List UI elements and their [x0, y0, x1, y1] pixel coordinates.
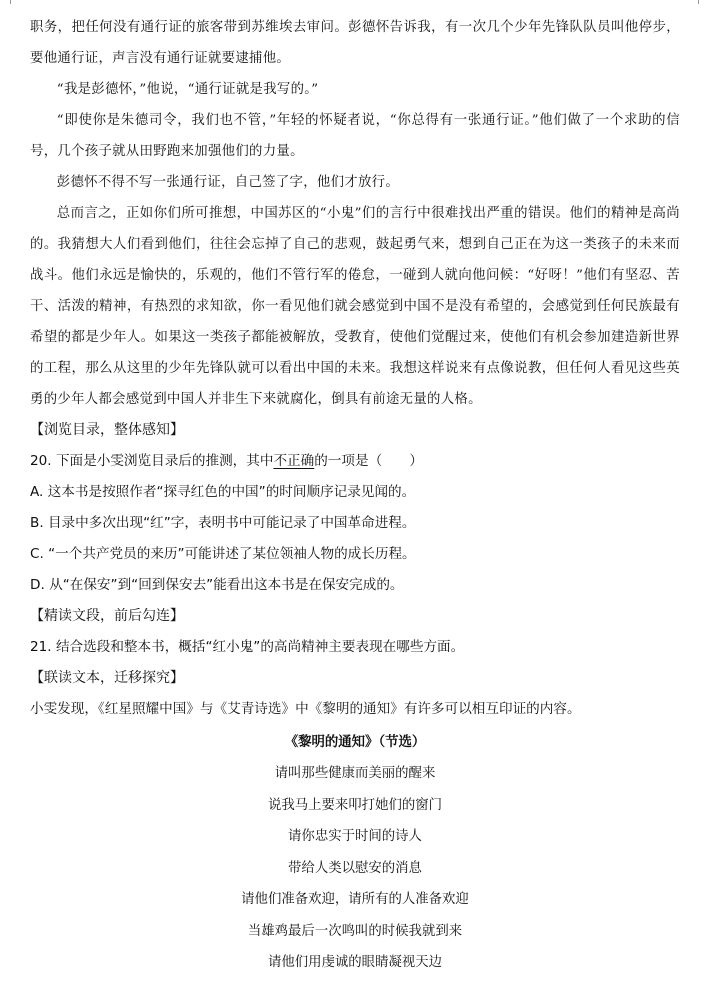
document-page — [30, 12, 680, 979]
passage-paragraph-1: 职务，把任何没有通行证的旅客带到苏维埃去审问。彭德怀告诉我，有一次几个少年先锋队队员叫他停步，要他通行证，声言没有通行证就要逮捕他。 — [30, 20, 680, 66]
poem-line-4: 带给人类以慰安的消息 — [288, 860, 422, 876]
passage-paragraph-5: 总而言之，正如你们所可推想，中国苏区的“小鬼”们的言行中很难找出严重的错误。他们的精神是高尚的。我猜想大人们看到他们，往往会忘掉了自己的悲观，鼓起勇气来，想到自己正在为这一类孩子的未来而战斗。他们永远是愉快的，乐观的，他们不管行军的倦怠，一碰到人就向他问候：“好呀！”他们有坚忍、苦干、活泼的精神，有热烈的求知欲，你一看见他们就会感觉到中国不是没有希望的，会感觉到任何民族最有希望的都是少年人。如果这一类孩子都能被解放，受教育，使他们觉醒过来，使他们有机会参加建造新世界的工程，那么从这里的少年先锋队就可以看出中国的未来。我想这样说来有点像说教，但任何人看见这些英勇的少年人都会感觉到中国人并非生下来就腐化，倒具有前途无量的人格。 — [30, 206, 680, 407]
question-20-text-before: 20. 下面是小雯浏览目录后的推测，其中 — [30, 453, 274, 469]
comparative-intro: 小雯发现，《红星照耀中国》与《艾青诗选》中《黎明的通知》有许多可以相互印证的内容。 — [30, 701, 581, 717]
passage-paragraph-4: 彭德怀不得不写一张通行证，自己签了字，他们才放行。 — [56, 175, 400, 190]
question-20-underlined-word: 不正确 — [273, 453, 315, 469]
poem-line-7: 请他们用虔诚的眼睛凝视天边 — [267, 955, 443, 970]
option-b: B. 目录中多次出现“红”字，表明书中可能记录了中国革命进程。 — [30, 515, 416, 531]
passage-paragraph-3: “即使你是朱德司令，我们也不管，”年轻的怀疑者说，“你总得有一张通行证。”他们做了一个求助的信号，几个孩子就从田野跑来加强他们的力量。 — [30, 113, 680, 159]
question-20-text-after: 的一项是（ ） — [314, 453, 423, 469]
poem-line-1: 请叫那些健康而美丽的醒来 — [274, 766, 436, 781]
poem-line-5: 请他们准备欢迎，请所有的人准备欢迎 — [241, 892, 469, 907]
section-heading-close-reading: 【精读文段，前后勾连】 — [30, 608, 184, 624]
option-c: C. “一个共产党员的来历”可能讲述了某位领袖人物的成长历程。 — [30, 546, 416, 562]
page-corner-mark-right — [698, 0, 699, 4]
section-heading-comparative-reading: 【联读文本，迁移探究】 — [30, 670, 184, 686]
option-a: A. 这本书是按照作者“探寻红色的中国”的时间顺序记录见闻的。 — [30, 484, 416, 500]
option-d: D. 从“在保安”到“回到保安去”能看出这本书是在保安完成的。 — [30, 577, 404, 593]
question-21: 21. 结合选段和整本书，概括“红小鬼”的高尚精神主要表现在哪些方面。 — [30, 639, 465, 655]
page-corner-mark-left — [10, 0, 11, 4]
poem-line-3: 请你忠实于时间的诗人 — [288, 829, 422, 844]
poem-line-6: 当雄鸡最后一次鸣叫的时候我就到来 — [247, 923, 463, 939]
question-20 — [30, 446, 680, 477]
section-heading-browse: 【浏览目录，整体感知】 — [30, 422, 184, 438]
passage-paragraph-2: “我是彭德怀，”他说，“通行证就是我写的。” — [56, 82, 319, 97]
poem-line-2: 说我马上要来叩打她们的窗门 — [267, 797, 443, 813]
poem-title: 《黎明的通知》（节选） — [284, 734, 426, 750]
